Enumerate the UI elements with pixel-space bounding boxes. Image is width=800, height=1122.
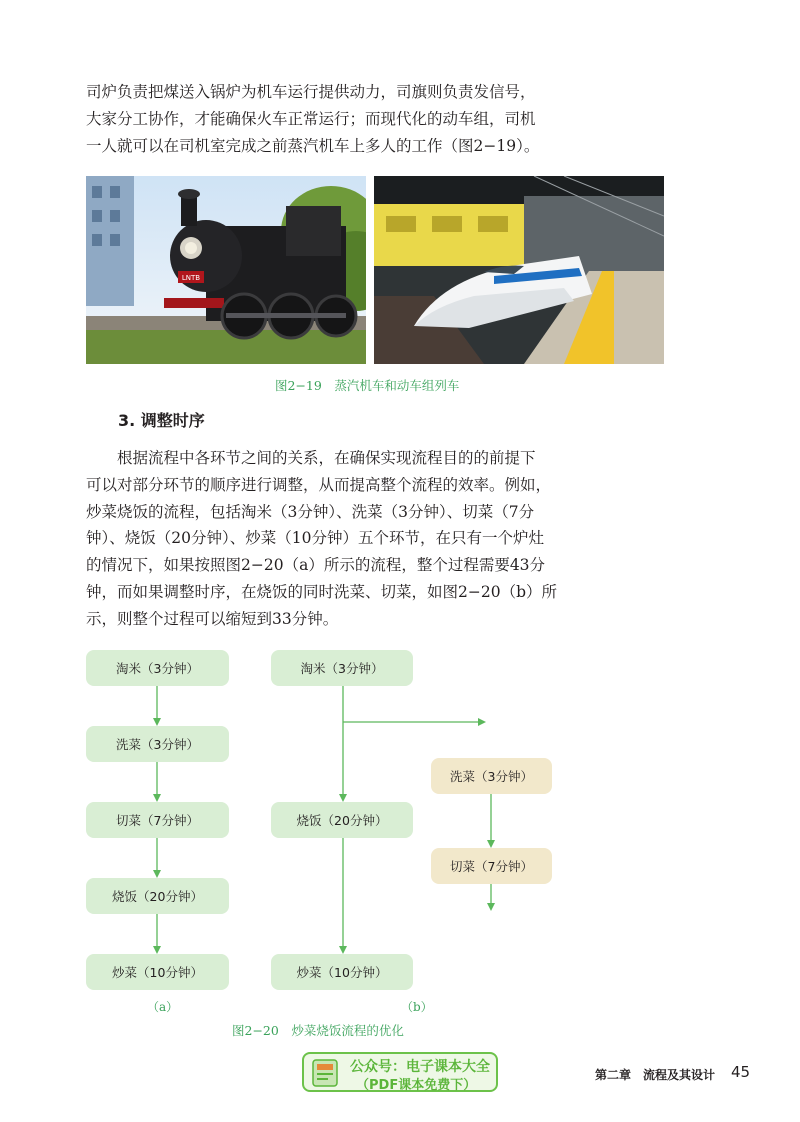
watermark-badge xyxy=(302,1052,498,1092)
intro-paragraph xyxy=(86,79,558,159)
steam-locomotive-photo xyxy=(86,176,366,364)
flow-a-step-wash-rice: 淘米（3分钟） xyxy=(86,650,229,686)
intro-line: 大家分工协作，才能确保火车正常运行；而现代化的动车组，司机 xyxy=(86,109,536,128)
section-line: 示，则整个过程可以缩短到33分钟。 xyxy=(86,609,339,628)
flow-a-step-cook-rice: 烧饭（20分钟） xyxy=(86,878,229,914)
section-line: 的情况下，如果按照图2−20（a）所示的流程，整个过程需要43分 xyxy=(86,556,546,575)
intro-line: 司炉负责把煤送入锅炉为机车运行提供动力，司旗则负责发信号， xyxy=(86,83,536,101)
section-line: 炒菜烧饭的流程，包括淘米（3分钟）、洗菜（3分钟）、切菜（7分 xyxy=(86,502,535,521)
section-line: 可以对部分环节的顺序进行调整，从而提高整个流程的效率。例如， xyxy=(86,475,552,494)
flow-a-label: （a） xyxy=(147,1000,179,1014)
flow-b-step-wash-rice: 淘米（3分钟） xyxy=(271,650,413,686)
book-icon xyxy=(312,1059,338,1087)
watermark-line-2: （PDF课本免费下） xyxy=(356,1078,477,1093)
section-line: 根据流程中各环节之间的关系，在确保实现流程目的的前提下 xyxy=(117,449,536,467)
footer-chapter-title: 第二章 流程及其设计 xyxy=(595,1068,716,1082)
section-heading: 3. 调整时序 xyxy=(118,411,205,430)
flow-a-step-wash-veg: 洗菜（3分钟） xyxy=(86,726,229,762)
page-number: 45 xyxy=(731,1063,751,1081)
figure-2-20-caption: 图2−20 炒菜烧饭流程的优化 xyxy=(232,1023,404,1038)
flow-b-branch-wash-veg: 洗菜（3分钟） xyxy=(431,758,552,794)
intro-line: 一人就可以在司机室完成之前蒸汽机车上多人的工作（图2−19）。 xyxy=(86,136,540,155)
watermark-line-1: 公众号：电子课本大全 xyxy=(350,1059,490,1075)
flow-b-step-cook-rice: 烧饭（20分钟） xyxy=(271,802,413,838)
section-line: 钟）、烧饭（20分钟）、炒菜（10分钟）五个环节，在只有一个炉灶 xyxy=(86,529,544,548)
figure-2-19-caption: 图2−19 蒸汽机车和动车组列车 xyxy=(275,378,460,393)
locomotive-number-plate: LNTB xyxy=(181,274,201,282)
flow-a-step-cut-veg: 切菜（7分钟） xyxy=(86,802,229,838)
section-paragraph xyxy=(86,445,558,633)
flow-b-step-stir-fry: 炒菜（10分钟） xyxy=(271,954,413,990)
bullet-train-photo xyxy=(374,176,664,364)
section-line: 钟，而如果调整时序，在烧饭的同时洗菜、切菜，如图2−20（b）所 xyxy=(86,582,557,601)
flow-a-step-stir-fry: 炒菜（10分钟） xyxy=(86,954,229,990)
flow-b-branch-cut-veg: 切菜（7分钟） xyxy=(431,848,552,884)
flow-b-label: （b） xyxy=(401,1000,433,1014)
